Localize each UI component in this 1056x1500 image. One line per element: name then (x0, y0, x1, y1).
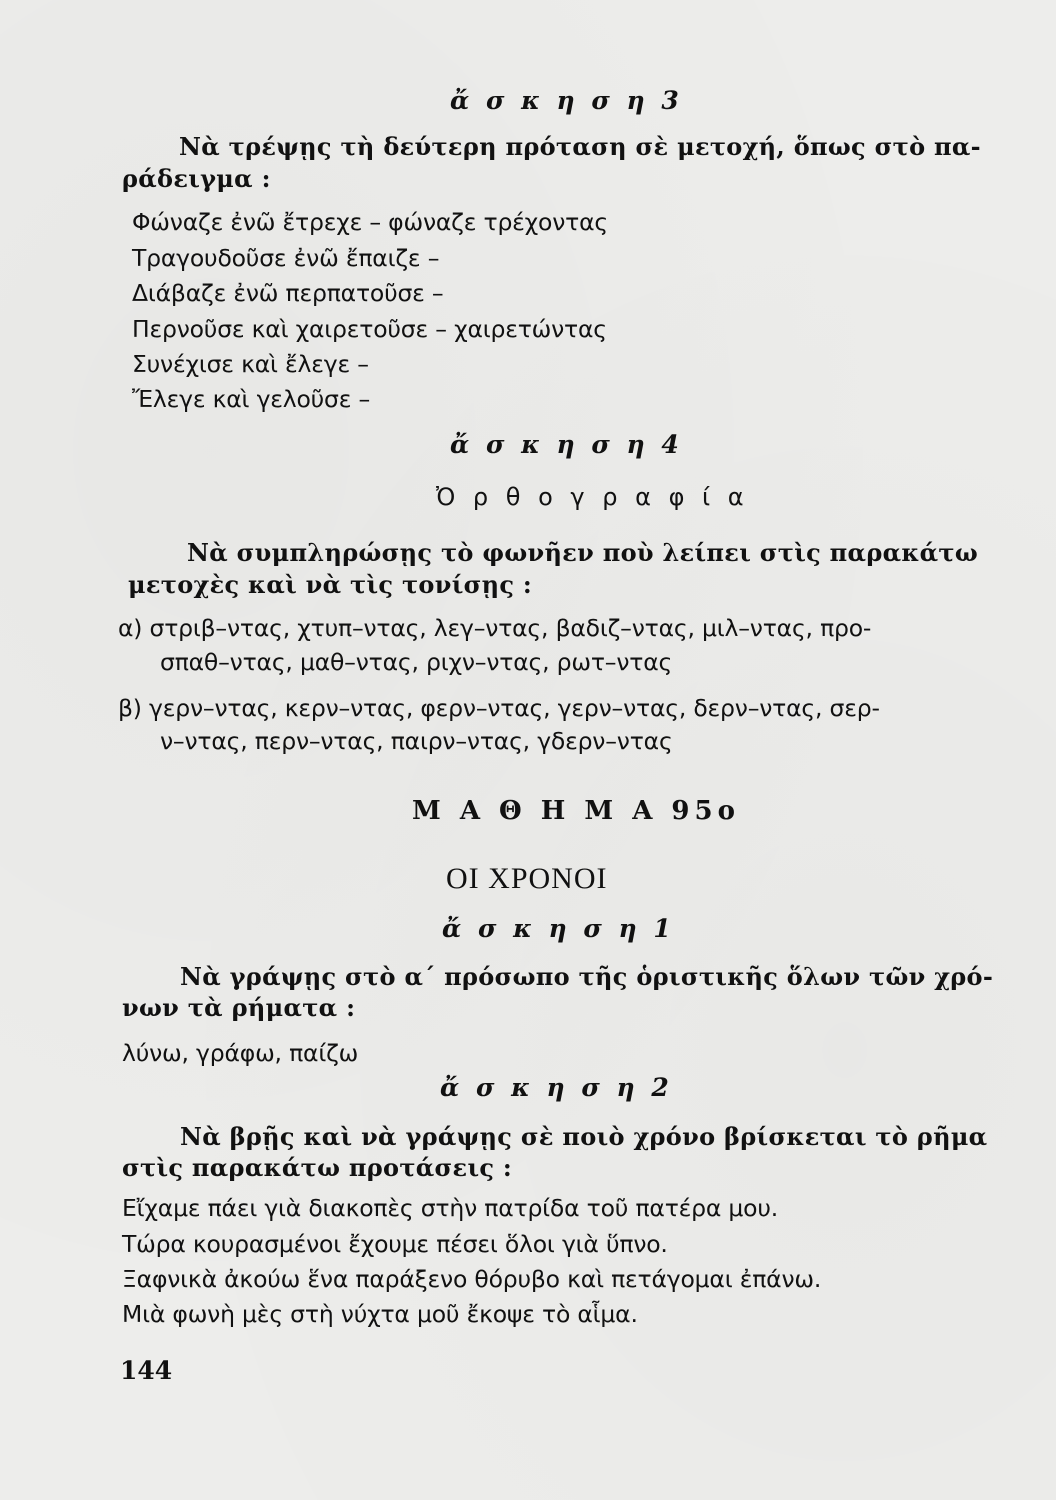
exercise-2-sentence: Τώρα κουρασμένοι ἔχουμε πέσει ὅλοι γιὰ ὕπνο. (122, 1230, 668, 1258)
exercise-2-sentence: Ξαφνικὰ ἀκούω ἕνα παράξενο θόρυβο καὶ πετάγομαι ἐπάνω. (122, 1265, 822, 1293)
page-number: 144 (120, 1356, 173, 1385)
exercise-1-heading: ἄ σ κ η σ η 1 (442, 914, 675, 943)
exercise-4-item-b-line-1: β) γερν–ντας, κερν–ντας, φερν–ντας, γερν–ντας, δερν–ντας, σερ- (118, 694, 880, 722)
exercise-4-item-a-line-1: α) στριβ–ντας, χτυπ–ντας, λεγ–ντας, βαδιζ–ντας, μιλ–ντας, προ- (118, 614, 872, 642)
exercise-3-line: Περνοῦσε καὶ χαιρετοῦσε – χαιρετώντας (132, 315, 607, 343)
exercise-3-line: Συνέχισε καὶ ἔλεγε – (132, 350, 369, 378)
exercise-2-instruction-line-1: Νὰ βρῇς καὶ νὰ γράψῃς σὲ ποιὸ χρόνο βρίσκεται τὸ ρῆμα (180, 1122, 988, 1151)
exercise-1-verbs: λύνω, γράφω, παίζω (122, 1039, 359, 1067)
section-title: ΟΙ ΧΡΟΝΟΙ (446, 862, 608, 895)
exercise-4-instruction-line-1: Νὰ συμπληρώσῃς τὸ φωνῆεν ποὺ λείπει στὶς παρακάτω (187, 538, 979, 567)
exercise-3-line: Φώναζε ἐνῶ ἔτρεχε – φώναζε τρέχοντας (132, 208, 608, 236)
exercise-3-line: Τραγουδοῦσε ἐνῶ ἔπαιζε – (132, 244, 440, 272)
exercise-4-heading: ἄ σ κ η σ η 4 (450, 430, 683, 459)
exercise-4-subtitle: Ὀ ρ θ ο γ ρ α φ ί α (436, 483, 749, 511)
exercise-3-heading: ἄ σ κ η σ η 3 (450, 86, 683, 115)
exercise-2-sentence: Μιὰ φωνὴ μὲς στὴ νύχτα μοῦ ἔκοψε τὸ αἷμα. (122, 1300, 638, 1328)
exercise-3-instruction-line-1: Νὰ τρέψῃς τὴ δεύτερη πρόταση σὲ μετοχή, ὅπως στὸ πα- (179, 132, 981, 161)
exercise-3-line: Ἔλεγε καὶ γελοῦσε – (132, 385, 371, 413)
exercise-4-item-a-line-2: σπαθ–ντας, μαθ–ντας, ριχν–ντας, ρωτ–ντας (160, 648, 673, 676)
exercise-2-heading: ἄ σ κ η σ η 2 (440, 1073, 673, 1102)
exercise-3-instruction-line-2: ράδειγμα : (122, 164, 271, 193)
exercise-1-instruction-line-1: Νὰ γράψῃς στὸ α΄ πρόσωπο τῆς ὁριστικῆς ὅλων τῶν χρό- (180, 962, 994, 991)
exercise-4-item-b-line-2: ν–ντας, περν–ντας, παιρν–ντας, γδερν–ντας (160, 727, 673, 755)
lesson-title: Μ Α Θ Η Μ Α 95ο (412, 796, 740, 826)
exercise-3-line: Διάβαζε ἐνῶ περπατοῦσε – (132, 279, 444, 307)
exercise-2-sentence: Εἴχαμε πάει γιὰ διακοπὲς στὴν πατρίδα τοῦ πατέρα μου. (122, 1194, 779, 1222)
exercise-4-instruction-line-2: μετοχὲς καὶ νὰ τὶς τονίσῃς : (128, 570, 533, 599)
exercise-2-instruction-line-2: στὶς παρακάτω προτάσεις : (122, 1153, 513, 1182)
exercise-1-instruction-line-2: νων τὰ ρήματα : (122, 993, 356, 1022)
